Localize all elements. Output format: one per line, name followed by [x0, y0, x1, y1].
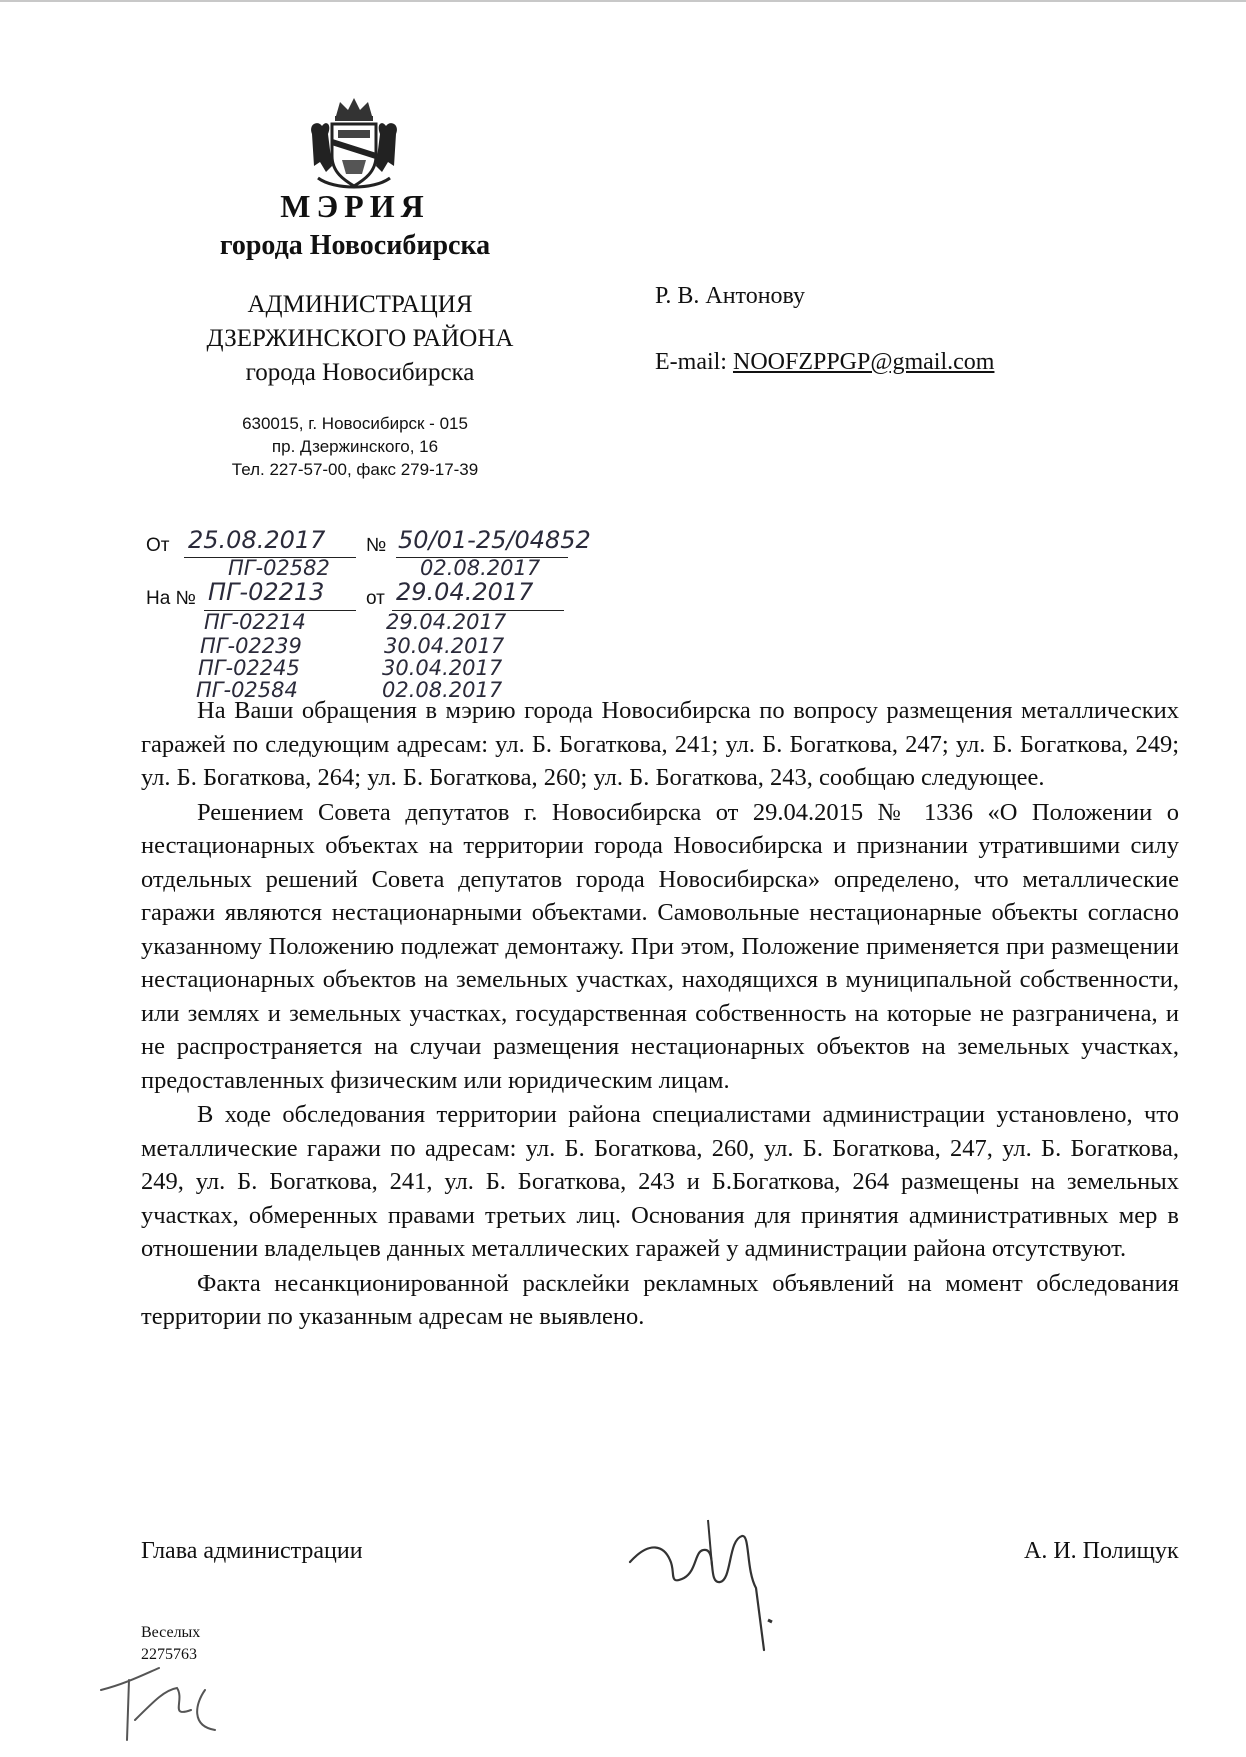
administration-name [140, 288, 580, 390]
executor-name: Веселых [141, 1624, 201, 1641]
office-address [170, 412, 540, 481]
incoming-number-label: На № [146, 588, 196, 609]
body-paragraph-2: Решением Совета депутатов г. Новосибирска от 29.04.2015 № 1336 «О Положении о нестационарных объектах на территории города Новосибирска и признании утратившими силу отдельных решений Совета депутатов города Новосибирска» определено, что металлические гаражи являются нестационарными объектами. Самовольные нестационарные объекты согласно указанному Положению подлежат демонтажу. При этом, Положение применяется при размещении нестационарных объектов на земельных участках, находящихся в муниципальной собственности, или землях и земельных участках, государственная собственность на которые не разграничена, и не распространяется на случаи размещения нестационарных объектов на земельных участках, предоставленных физическим или юридическим лицам. [141, 798, 1179, 1094]
admin-line-3: города Новосибирска [245, 359, 475, 386]
outgoing-sub-number: ПГ-02582 [228, 556, 330, 580]
address-line-3: Тел. 227-57-00, факс 279-17-39 [231, 460, 479, 479]
handwritten-signature [620, 1500, 820, 1660]
incoming-date-4: 30.04.2017 [382, 656, 503, 680]
signatory-title: Глава администрации [141, 1538, 363, 1564]
city-title: города Новосибирска [219, 230, 491, 261]
outgoing-date: 25.08.2017 [188, 526, 326, 554]
novosibirsk-coat-of-arms-icon [304, 94, 404, 194]
handwritten-initials [95, 1660, 235, 1750]
admin-line-1: АДМИНИСТРАЦИЯ [247, 291, 473, 318]
from-label: От [146, 535, 170, 556]
incoming-number-4: ПГ-02245 [198, 656, 300, 680]
outgoing-number: 50/01-25/04852 [398, 526, 591, 554]
outgoing-sub-date: 02.08.2017 [420, 556, 541, 580]
incoming-number-2: ПГ-02214 [204, 610, 306, 634]
recipient-name: Р. В. Антонову [655, 283, 806, 309]
incoming-number-5: ПГ-02584 [196, 678, 298, 702]
email-link[interactable]: NOOFZPPGP@gmail.com [732, 349, 995, 375]
incoming-date-3: 30.04.2017 [384, 634, 505, 658]
incoming-date-label: от [366, 588, 385, 609]
admin-line-2: ДЗЕРЖИНСКОГО РАЙОНА [206, 325, 514, 352]
address-line-2: пр. Дзержинского, 16 [271, 437, 439, 456]
body-paragraph-1: На Ваши обращения в мэрию города Новосибирска по вопросу размещения металлических гаражей по следующим адресам: ул. Б. Богаткова, 241; ул. Б. Богаткова, 247; ул. Б. Богаткова, 249; ул. Б. Богаткова, 264; ул. Б. Богаткова, 260; ул. Б. Богаткова, 243, сообщаю следующее. [141, 697, 1179, 791]
scan-edge-line [0, 0, 1246, 2]
incoming-date-1: 29.04.2017 [396, 578, 534, 606]
incoming-date-2: 29.04.2017 [386, 610, 507, 634]
email-label: E-mail: [655, 349, 727, 375]
recipient-email [655, 349, 994, 376]
mayor-office-title: МЭРИЯ [280, 188, 430, 224]
incoming-number-1: ПГ-02213 [208, 578, 325, 606]
signatory-name: А. И. Полищук [1024, 1538, 1179, 1564]
incoming-date-5: 02.08.2017 [382, 678, 503, 702]
address-line-1: 630015, г. Новосибирск - 015 [242, 414, 468, 433]
body-paragraph-4: Факта несанкционированной расклейки рекламных объявлений на момент обследования территории по указанным адресам не выявлено. [141, 1269, 1179, 1330]
body-paragraph-3: В ходе обследования территории района специалистами администрации установлено, что металлические гаражи по адресам: ул. Б. Богаткова, 260, ул. Б. Богаткова, 247, ул. Б. Богаткова, 249, ул. Б. Богаткова, 241, ул. Б. Богаткова, 243 и Б.Богаткова, 264 размещены на земельных участках, обмеренных правами третьих лиц. Основания для принятия административных мер в отношении владельцев данных металлических гаражей у администрации района отсутствуют. [141, 1101, 1179, 1262]
executor-phone: 2275763 [141, 1646, 197, 1663]
letter-body [141, 694, 1179, 1335]
number-label: № [366, 535, 387, 556]
incoming-number-3: ПГ-02239 [200, 634, 302, 658]
